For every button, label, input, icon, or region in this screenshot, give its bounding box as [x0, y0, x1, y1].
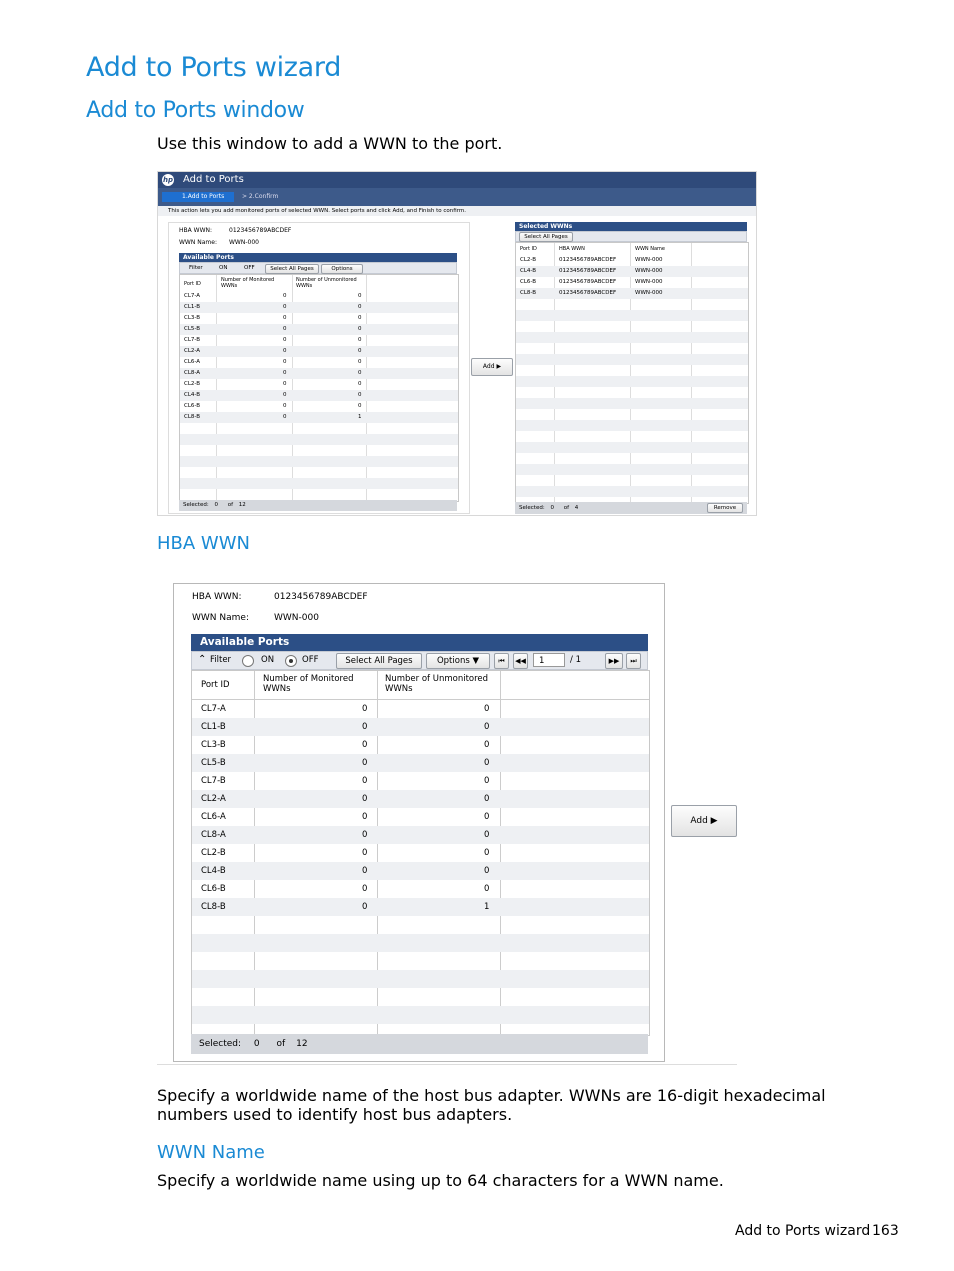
filter-on-radio[interactable] — [242, 655, 254, 667]
small-monitored-cell: 0 — [283, 381, 287, 387]
table-row[interactable] — [180, 379, 458, 390]
port-id-cell: CL8-B — [201, 902, 226, 912]
big-hba-value: 0123456789ABCDEF — [274, 592, 368, 602]
selected-wwn-name-cell: WWN-000 — [635, 290, 663, 296]
selected-port-cell: CL4-B — [520, 268, 536, 274]
table-row[interactable] — [192, 736, 649, 754]
big-wwn-value: WWN-000 — [274, 613, 319, 623]
section-title: Add to Ports window — [86, 98, 305, 123]
page-number: 163 — [872, 1223, 899, 1239]
big-selected-label: Selected: — [199, 1039, 242, 1049]
small-monitored-cell: 0 — [283, 315, 287, 321]
unmonitored-cell: 0 — [484, 740, 490, 750]
port-id-cell: CL2-A — [201, 794, 226, 804]
small-port-id-cell: CL8-A — [184, 370, 201, 376]
add-to-ports-screenshot — [157, 171, 757, 516]
big-of-label: of — [276, 1039, 286, 1049]
big-options-button[interactable]: Options ▼ — [426, 653, 490, 669]
port-id-cell: CL2-B — [201, 848, 226, 858]
port-id-cell: CL4-B — [201, 866, 226, 876]
selected-hba-cell: 0123456789ABCDEF — [559, 279, 617, 285]
step-confirm[interactable]: > 2.Confirm — [242, 193, 279, 200]
small-monitored-cell: 0 — [283, 370, 287, 376]
small-unmonitored-cell: 0 — [358, 315, 362, 321]
hba-wwn-heading: HBA WWN — [157, 533, 250, 554]
monitored-cell: 0 — [362, 866, 368, 876]
screenshot-divider — [157, 1064, 737, 1065]
big-selected-value: 0 — [253, 1039, 260, 1049]
small-col-unmonitored: Number of Unmonitored WWNs — [296, 277, 357, 289]
monitored-cell: 0 — [362, 740, 368, 750]
table-row[interactable] — [516, 321, 748, 332]
big-filter-on: ON — [261, 655, 275, 665]
table-row[interactable] — [516, 464, 748, 475]
big-available-ports-header: Available Ports — [191, 634, 648, 651]
table-row[interactable] — [192, 862, 649, 880]
selected-wwn-name-cell: WWN-000 — [635, 268, 663, 274]
table-row[interactable] — [516, 420, 748, 431]
intro-text: Use this window to add a WWN to the port. — [157, 134, 503, 153]
table-row[interactable] — [192, 898, 649, 916]
small-port-id-cell: CL2-B — [184, 381, 200, 387]
small-port-id-cell: CL5-B — [184, 326, 200, 332]
big-select-all-pages-button[interactable]: Select All Pages — [336, 653, 422, 669]
small-monitored-cell: 0 — [283, 326, 287, 332]
selected-port-cell: CL8-B — [520, 290, 536, 296]
table-row[interactable] — [192, 952, 649, 970]
hba-wwn-description: Specify a worldwide name of the host bus adapter. WWNs are 16-digit hexadecimal numbers used to identify host bus adapters. — [157, 1086, 826, 1124]
unmonitored-cell: 0 — [484, 812, 490, 822]
small-total-value: 12 — [238, 502, 246, 508]
table-row[interactable] — [180, 302, 458, 313]
small-unmonitored-cell: 0 — [358, 348, 362, 354]
table-row[interactable] — [192, 916, 649, 934]
select-all-pages-button[interactable]: Select All Pages — [265, 264, 319, 274]
selected-wwns-header: Selected WWNs — [515, 222, 747, 231]
table-row[interactable] — [516, 299, 748, 310]
table-row[interactable] — [516, 266, 748, 277]
unmonitored-cell: 0 — [484, 794, 490, 804]
last-page-icon[interactable]: ⏭ — [626, 653, 641, 669]
small-monitored-cell: 0 — [283, 348, 287, 354]
table-row[interactable] — [180, 346, 458, 357]
small-monitored-cell: 0 — [283, 414, 287, 420]
hba-wwn-value: 0123456789ABCDEF — [229, 227, 292, 234]
right-col-port: Port ID — [520, 246, 537, 252]
small-unmonitored-cell: 0 — [358, 304, 362, 310]
dialog-title: Add to Ports — [183, 174, 244, 185]
table-row[interactable] — [192, 772, 649, 790]
table-row[interactable] — [516, 310, 748, 321]
big-total-value: 12 — [296, 1039, 308, 1049]
table-row[interactable] — [180, 467, 458, 478]
table-row[interactable] — [516, 288, 748, 299]
right-of-label: of — [563, 505, 570, 511]
table-row[interactable] — [180, 368, 458, 379]
table-row[interactable] — [180, 478, 458, 489]
table-row[interactable] — [192, 880, 649, 898]
port-id-cell: CL3-B — [201, 740, 226, 750]
small-unmonitored-cell: 0 — [358, 337, 362, 343]
small-selected-label: Selected: — [183, 502, 209, 508]
table-row[interactable] — [180, 423, 458, 434]
small-selected-footer — [179, 500, 457, 511]
small-unmonitored-cell: 0 — [358, 370, 362, 376]
selected-hba-cell: 0123456789ABCDEF — [559, 257, 617, 263]
filter-label[interactable]: Filter — [189, 265, 203, 271]
small-add-button[interactable]: Add ▶ — [471, 358, 513, 376]
wizard-steps — [158, 188, 756, 206]
available-ports-header: Available Ports — [179, 253, 457, 262]
table-row[interactable] — [180, 313, 458, 324]
monitored-cell: 0 — [362, 812, 368, 822]
table-row[interactable] — [180, 401, 458, 412]
small-monitored-cell: 0 — [283, 403, 287, 409]
table-row[interactable] — [180, 434, 458, 445]
big-filter-off: OFF — [302, 655, 319, 665]
table-row[interactable] — [516, 453, 748, 464]
table-row[interactable] — [192, 988, 649, 1006]
remove-button[interactable]: Remove — [707, 503, 743, 513]
port-id-cell: CL5-B — [201, 758, 226, 768]
small-port-id-cell: CL3-B — [184, 315, 200, 321]
big-wwn-label: WWN Name: — [192, 613, 249, 623]
port-id-cell: CL7-B — [201, 776, 226, 786]
selected-wwn-name-cell: WWN-000 — [635, 257, 663, 263]
hba-wwn-label: HBA WWN: — [179, 227, 213, 234]
table-row[interactable] — [180, 445, 458, 456]
big-selected-footer — [191, 1034, 648, 1054]
small-monitored-cell: 0 — [283, 304, 287, 310]
unmonitored-cell: 1 — [484, 902, 490, 912]
first-page-icon[interactable]: ⏮ — [494, 653, 509, 669]
small-unmonitored-cell: 1 — [358, 414, 362, 420]
small-col-monitored: Number of Monitored WWNs — [221, 277, 275, 289]
table-row[interactable] — [516, 332, 748, 343]
table-row[interactable] — [180, 489, 458, 500]
small-unmonitored-cell: 0 — [358, 326, 362, 332]
table-row[interactable] — [192, 826, 649, 844]
filter-on[interactable]: ON — [219, 265, 228, 271]
monitored-cell: 0 — [362, 902, 368, 912]
small-monitored-cell: 0 — [283, 359, 287, 365]
table-row[interactable] — [516, 398, 748, 409]
small-port-id-cell: CL6-B — [184, 403, 200, 409]
small-of-label: of — [227, 502, 234, 508]
small-port-id-cell: CL7-A — [184, 293, 201, 299]
table-row[interactable] — [180, 412, 458, 423]
port-id-cell: CL1-B — [201, 722, 226, 732]
table-row[interactable] — [180, 390, 458, 401]
table-row[interactable] — [516, 475, 748, 486]
small-unmonitored-cell: 0 — [358, 392, 362, 398]
right-selected-value: 0 — [550, 505, 554, 511]
table-row[interactable] — [180, 291, 458, 302]
filter-off-radio[interactable] — [285, 655, 297, 667]
dialog-titlebar — [158, 172, 756, 188]
monitored-cell: 0 — [362, 794, 368, 804]
step-add-to-ports[interactable]: 1.Add to Ports — [162, 192, 234, 202]
small-port-id-cell: CL7-B — [184, 337, 200, 343]
small-monitored-cell: 0 — [283, 293, 287, 299]
selected-hba-cell: 0123456789ABCDEF — [559, 290, 617, 296]
page-title: Add to Ports wizard — [86, 52, 342, 83]
small-ports-grid — [179, 274, 459, 502]
table-row[interactable] — [192, 844, 649, 862]
table-row[interactable] — [516, 409, 748, 420]
page-number-input[interactable]: 1 — [533, 653, 565, 667]
unmonitored-cell: 0 — [484, 722, 490, 732]
monitored-cell: 0 — [362, 830, 368, 840]
unmonitored-cell: 0 — [484, 776, 490, 786]
hp-logo-icon: hp — [163, 176, 173, 184]
port-id-cell: CL6-B — [201, 884, 226, 894]
monitored-cell: 0 — [362, 776, 368, 786]
unmonitored-cell: 0 — [484, 866, 490, 876]
small-col-port: Port ID — [184, 281, 201, 287]
table-row[interactable] — [192, 718, 649, 736]
footer-title: Add to Ports wizard — [735, 1223, 871, 1239]
port-id-cell: CL8-A — [201, 830, 226, 840]
table-row[interactable] — [516, 255, 748, 266]
col-port-id: Port ID — [201, 680, 230, 690]
table-row[interactable] — [180, 335, 458, 346]
small-port-id-cell: CL8-B — [184, 414, 200, 420]
unmonitored-cell: 0 — [484, 704, 490, 714]
table-row[interactable] — [192, 1006, 649, 1024]
big-add-button[interactable]: Add ▶ — [671, 805, 737, 837]
right-select-all-pages-button[interactable]: Select All Pages — [519, 232, 573, 242]
options-button[interactable]: Options — [321, 264, 363, 274]
unmonitored-cell: 0 — [484, 758, 490, 768]
table-row[interactable] — [192, 700, 649, 718]
table-row[interactable] — [516, 376, 748, 387]
selected-port-cell: CL6-B — [520, 279, 536, 285]
instruction-text: This action lets you add monitored ports of selected WWN. Select ports and click Add, and Finish to confirm. — [158, 206, 756, 216]
table-row[interactable] — [516, 442, 748, 453]
monitored-cell: 0 — [362, 848, 368, 858]
small-monitored-cell: 0 — [283, 337, 287, 343]
monitored-cell: 0 — [362, 704, 368, 714]
selected-wwns-grid — [515, 242, 749, 504]
small-unmonitored-cell: 0 — [358, 293, 362, 299]
wwn-name-heading: WWN Name — [157, 1142, 265, 1163]
monitored-cell: 0 — [362, 758, 368, 768]
prev-page-icon[interactable]: ◀◀ — [513, 653, 528, 669]
unmonitored-cell: 0 — [484, 848, 490, 858]
small-monitored-cell: 0 — [283, 392, 287, 398]
selected-port-cell: CL2-B — [520, 257, 536, 263]
hba-wwn-screenshot — [173, 583, 665, 1062]
table-row[interactable] — [180, 324, 458, 335]
small-port-id-cell: CL4-B — [184, 392, 200, 398]
monitored-cell: 0 — [362, 722, 368, 732]
port-id-cell: CL6-A — [201, 812, 226, 822]
left-panel — [168, 222, 470, 514]
selected-wwn-name-cell: WWN-000 — [635, 279, 663, 285]
col-monitored: Number of Monitored WWNs — [263, 674, 354, 694]
wwn-name-description: Specify a worldwide name using up to 64 characters for a WWN name. — [157, 1171, 724, 1190]
table-row[interactable] — [192, 970, 649, 988]
small-selected-value: 0 — [214, 502, 218, 508]
wwn-name-value: WWN-000 — [229, 239, 259, 246]
small-unmonitored-cell: 0 — [358, 359, 362, 365]
big-hba-label: HBA WWN: — [192, 592, 242, 602]
unmonitored-cell: 0 — [484, 830, 490, 840]
table-row[interactable] — [516, 354, 748, 365]
table-row[interactable] — [180, 357, 458, 368]
table-row[interactable] — [192, 754, 649, 772]
small-port-id-cell: CL2-A — [184, 348, 201, 354]
table-row[interactable] — [516, 387, 748, 398]
small-unmonitored-cell: 0 — [358, 403, 362, 409]
wwn-name-label: WWN Name: — [179, 239, 217, 246]
big-toolbar — [191, 651, 648, 670]
right-panel — [515, 222, 747, 512]
big-ports-grid — [191, 670, 650, 1036]
right-total-value: 4 — [574, 505, 579, 511]
right-col-wwn-name: WWN Name — [635, 246, 665, 252]
filter-off[interactable]: OFF — [244, 265, 255, 271]
table-row[interactable] — [516, 431, 748, 442]
table-row[interactable] — [516, 486, 748, 497]
port-id-cell: CL7-A — [201, 704, 226, 714]
col-unmonitored: Number of Unmonitored WWNs — [385, 674, 489, 694]
small-unmonitored-cell: 0 — [358, 381, 362, 387]
table-row[interactable] — [516, 277, 748, 288]
table-row[interactable] — [516, 343, 748, 354]
page-total: / 1 — [570, 655, 581, 665]
unmonitored-cell: 0 — [484, 884, 490, 894]
right-selected-label: Selected: — [519, 505, 545, 511]
table-row[interactable] — [180, 456, 458, 467]
table-row[interactable] — [192, 808, 649, 826]
selected-hba-cell: 0123456789ABCDEF — [559, 268, 617, 274]
next-page-icon[interactable]: ▶▶ — [605, 653, 623, 669]
table-row[interactable] — [516, 365, 748, 376]
small-port-id-cell: CL6-A — [184, 359, 201, 365]
small-port-id-cell: CL1-B — [184, 304, 200, 310]
right-col-hba: HBA WWN — [559, 246, 585, 252]
monitored-cell: 0 — [362, 884, 368, 894]
big-filter-label[interactable]: Filter — [210, 655, 232, 665]
collapse-chevron-icon[interactable]: ⌃ — [198, 654, 207, 665]
table-row[interactable] — [192, 790, 649, 808]
table-row[interactable] — [192, 934, 649, 952]
